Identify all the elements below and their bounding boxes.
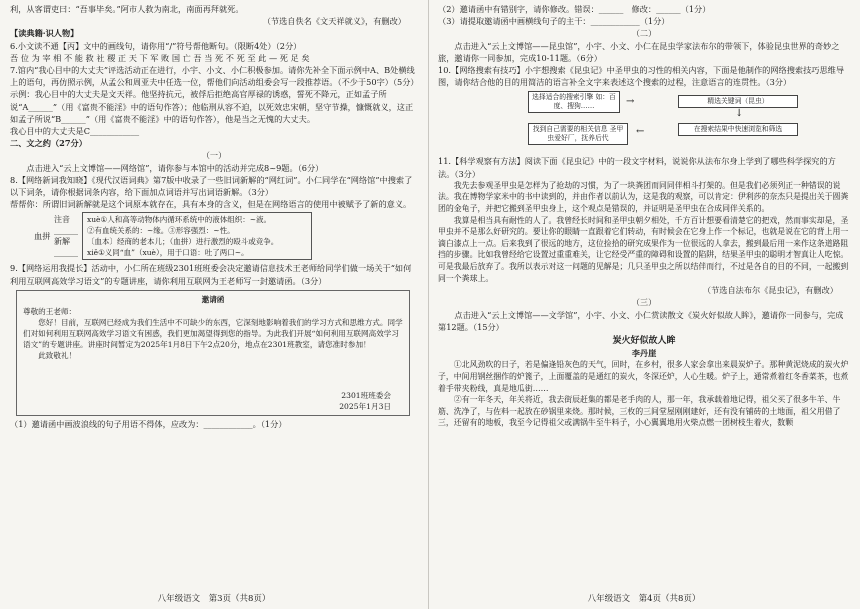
question-7-example: 示例：我心目中的大丈夫是文天祥。他坚持抗元，被俘后拒绝高官厚禄的诱惑，誓死不降元，正如孟子所说“A______”（用《富贵不能淫》中的语句作答）；他临刑从容不迫，以死效忠宋朝，坚守节操，慷慨就义，这正如孟子所说“B______”（用《富贵不能淫》中的语句作答），他是当之无愧的大丈夫。 — [10, 89, 414, 124]
gloss-line-1: xuè①人和高等动物体内循环系统中的液体组织：~液。 — [87, 215, 272, 225]
xueying-gloss — [34, 212, 418, 260]
question-9-sub-3: （3）请提取邀请函中画横线句子的主干：____________（1分） — [438, 16, 670, 27]
invitation-sender: 2301班班委会 — [341, 390, 391, 400]
question-6: 6.小文读不通【丙】文中的画线句，请你用“/”符号帮他断句。（限断4处）（2分） — [10, 40, 302, 51]
gloss-label-note: 注音______ — [54, 215, 78, 236]
left-page-footer: 八年级语文 第3页（共8页） — [157, 593, 271, 604]
gloss-line-2: ②有血统关系的：~缘。③形容强烈：~性。 — [87, 226, 235, 236]
question-7: 7.馆内“我心目中的大丈夫”评选活动正在进行，小宇、小文、小仁积极参加。请你先补全下面示例中A、B处横线上的语句，再仿照示例，从孟公和周亚夫中任选一位，帮他们向活动组委会写一段推荐语。（不少于50字）（5分） — [10, 65, 419, 88]
gloss-box — [82, 212, 312, 260]
question-8-hint: 帮帮你：所谓旧词新解就是这个词原本就存在，具有本身的含义，但是在网络语言的使用中被赋予了新的意义。 — [10, 199, 412, 210]
flow-box-2: 精选关键词（昆虫） — [678, 95, 798, 108]
flow-box-3: 在搜索结果中快速浏览和筛选 — [678, 123, 798, 136]
question-6-options: 吾 位 为 宰 相 不 能 救 社 稷 正 天 下 军 败 国 亡 吾 当 死 不 死 至 此 — 死 足 矣 — [10, 52, 310, 63]
left-text-1: 利，从客谓吏曰：“吾事毕矣。”阿市人救为南北，南面再拜就死。 — [10, 4, 244, 14]
part-1-header: （一） — [201, 150, 227, 161]
flow-box-4: 找到自己需要的相关信息 圣甲虫爱好厂，抚养后代 — [528, 123, 628, 145]
essay-para-1: ①北风劲吹的日子，若是偏逢铅灰色的天气，回时，在乡村，很多人家会拿出来晨炭炉子。那种黄泥烧成的炭火炉子，中间用钢丝捆作的炉篦子，上面覆盖的是通红的炭火，冬深还炉，人心生暖。炉子上，通常煮着红冬香菜茶，也煮着手带夹粉线，真是地瓜街…… — [438, 360, 849, 393]
passage-1-para-1: 我先去参观圣甲虫是怎样为了抢劫的习惯，为了一块粪团而同同伴相斗打架的。但是我们必须列正一种错误的说法。我在博物学家米中的书中读到的，并由作者以前认为，这是我的观察，可以肯定：伊利莎的奈杰只是提出关于圆粪团的金龟子，并把它搬到圣甲虫身上，这个观点是错误的，并证明是圣甲虫在合成同伴关系的。 — [438, 180, 849, 214]
question-8: 8.【网络新词我知晓】《现代汉语词典》第7版中收录了一些旧词新解的“网红词”。小仁同学在“网络馆”中搜索了以下词条，请你根据词条内容，给下面加点词语并写出词语新解。（3分） — [10, 174, 413, 198]
section-classics-header: 【读典籍·识人物】 — [10, 28, 79, 39]
question-9-sub-2: （2）邀请函中有错别字，请你修改。错误：______ 修改：______（1分） — [438, 4, 711, 14]
invitation-body: 您好！目前，互联网已经成为我们生活中不可缺少的东西，它深刻地影响着我们的学习方式和思维方式。同学们对如何利用互联网高效学习语文有困惑，我们更加渴望得到您的指导。为此我们开展“如何利用互联网高效学习语文”的专题讲座。讲座时间暂定为2025年1月8日下午2点20分，地点在2301班教室，请您准时参加！ — [23, 317, 403, 349]
left-page — [4, 0, 424, 609]
page-divider — [428, 0, 429, 609]
left-source-1: （节选自佚名《文天祥就义》，有删改） — [262, 16, 406, 27]
gloss-label-new: 新解______ — [54, 237, 78, 258]
invitation-closing: 此致敬礼！ — [38, 350, 77, 360]
essay-author: 李丹崖 — [631, 348, 657, 359]
invitation-letter — [16, 290, 410, 416]
right-page-footer: 八年级语文 第4页（共8页） — [587, 593, 701, 604]
invitation-date: 2025年1月3日 — [339, 401, 391, 411]
passage-1-source: （节选自法布尔《昆虫记》，有删改） — [702, 285, 838, 296]
part-3-header: （三） — [631, 297, 657, 308]
section-2-header: 二、文之约（27分） — [10, 138, 87, 149]
question-7-answer: 我心目中的大丈夫是C____________ — [10, 126, 140, 137]
part-3-intro: 点击进入“云上文博馆——文学馆”，小宇、小文、小仁赏读散文《炭火好似故人眸》，邀请你一同参与，完成第12题。（15分） — [438, 309, 844, 332]
question-10: 10.【网络搜索有技巧】小宇想搜索《昆虫记》中圣甲虫的习性的相关内容，下面是他制作的网络搜索技巧思维导图，请你结合他的目的用简洁的语言补全文字来表述这个搜索的过程，注意语言的连贯性。（3分） — [438, 65, 845, 88]
essay-title: 炭火好似故人眸 — [612, 335, 676, 346]
passage-1-para-2: 我算是相当具有耐性的人了。我曾经长时间和圣甲虫朝夕相处，千方百计想要看清楚它的把戏，然而事实却是，圣甲虫并不是那么好研究的。要让你的眼睛一直跟着它们转动，有时候会在它身上作一个标记，也就是说在它的背上用一滴白漆点上一点。后来我到了很远的地方，这位捡拾的研究成果作为一位很远的人拿去，搬到最后用一来作这条道路阻挡的步骤。比如我曾经给它设置过重重难关，让它经受严重的障碍和设置的陷阱，结果圣甲虫的聪明才智真让人吃惊。可是我最后放弃了。我所以表示对这一问题的见解是；几只圣甲虫之所以结伴而行，不过是各自的目的不同，一起搬到同一个粪球上。 — [438, 215, 849, 283]
flow-box-1: 选择适合的搜索引擎 如：百度、搜狗…… — [528, 91, 620, 113]
invitation-greeting: 尊敬的王老师： — [23, 306, 77, 316]
gloss-line-3: 〔血本〕经商的老本儿；（血拼）进行激烈的殴斗或竞争。 — [87, 237, 279, 247]
essay-para-2: ②有一年冬天，年关将近，我去街辰赶集的都是老手肉的人，那一年，我承载着地记得，祖父买了很多牛羊、牛筋、洗净了，与佐料一起放在砂锅里来烧。那时候，三枚的三间堂屋刚刚建好，还有没有铺砖的土地面，祖父用借了三，还留有的地板，我至今记得祖父或满锅牛至牛料子，小心翼翼地用火柴点燃一团树枝生着火，数颗 — [438, 395, 841, 428]
part-2-intro: 点击进入“云上文博馆——昆虫馆”，小宇、小文、小仁在昆虫学家法布尔的带领下，体验昆虫世界的奇妙之旅，邀请你一同参加，完成10-11题。（6分） — [438, 40, 840, 63]
part-2-header: （二） — [631, 28, 657, 39]
gloss-headword: 血拼 — [34, 231, 51, 242]
question-9-sub-1: （1）邀请函中画波浪线的句子用语不得体，应改为：____________。（1分） — [10, 418, 287, 429]
right-page — [432, 0, 856, 609]
part-1-intro: 点击进入“云上文博馆——网络馆”，请你参与本馆中的活动并完成8~9题。（6分） — [26, 162, 324, 173]
question-9: 9.【网络运用我提长】活动中，小仁所在班级2301班班委会决定邀请信息技术王老师给同学们做一场关于“如何利用互联网高效学习语文”的专题讲座，请你利用互联网为王老师写一封邀请函。（3分） — [10, 263, 412, 286]
question-11: 11.【科学观察有方法】阅读下面《昆虫记》中的一段文字材料，说说你从法布尔身上学到了哪些科学探究的方法。（3分） — [438, 156, 836, 179]
invitation-title: 邀请函 — [201, 294, 225, 304]
search-flowchart: 选择适合的搜索引擎 如：百度、搜狗…… → 精选关键词（昆虫） ↓ 找到自己需要的相关信息 圣甲虫爱好厂，抚养后代 ← 在搜索结果中快速浏览和筛选 — [438, 90, 850, 152]
gloss-line-4: xiě①义同“血”（xuè），用于口语：吐了两口~。 — [87, 248, 249, 258]
